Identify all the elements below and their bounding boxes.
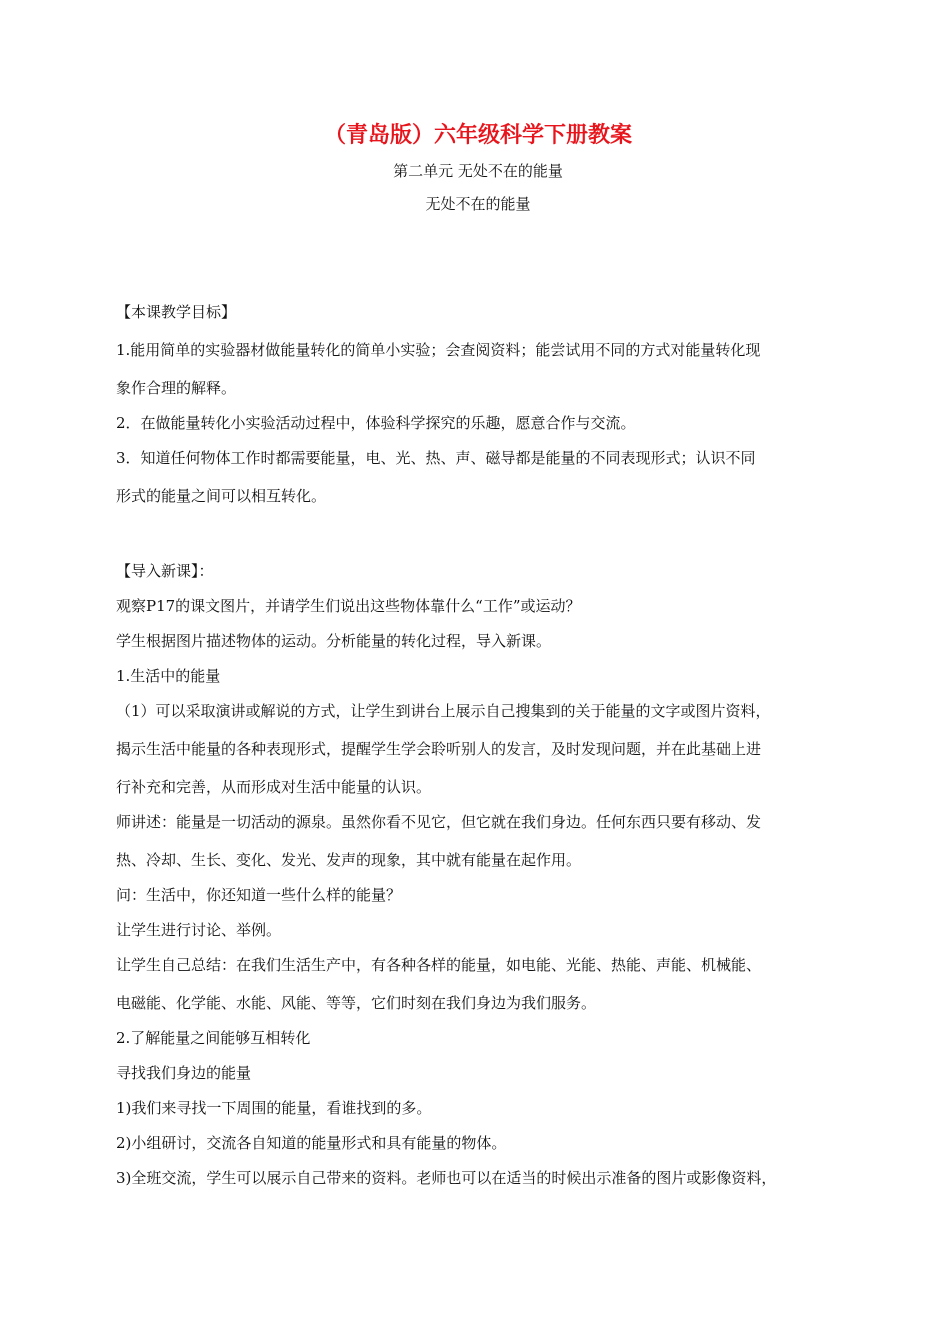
lesson-title: 无处不在的能量 <box>425 195 531 213</box>
document-body <box>116 301 840 1189</box>
unit-title: 第二单元 无处不在的能量 <box>393 162 563 180</box>
intro-line: 1)我们来寻找一下周围的能量，看谁找到的多。 <box>116 1099 432 1117</box>
intro-line: 行补充和完善，从而形成对生活中能量的认识。 <box>116 778 432 796</box>
objective-line: 3．知道任何物体工作时都需要能量，电、光、热、声、磁导都是能量的不同表现形式；认识不同 <box>116 449 756 467</box>
document-title: （青岛版）六年级科学下册教案 <box>323 123 632 148</box>
objective-line: 象作合理的解释。 <box>116 379 237 397</box>
intro-line: 寻找我们身边的能量 <box>116 1064 252 1082</box>
intro-line: 问：生活中，你还知道一些什么样的能量？ <box>116 886 402 904</box>
objective-line: 1.能用简单的实验器材做能量转化的简单小实验；会查阅资料；能尝试用不同的方式对能量转化现 <box>116 341 761 359</box>
objective-line: 2．在做能量转化小实验活动过程中，体验科学探究的乐趣，愿意合作与交流。 <box>116 414 636 432</box>
intro-line: 师讲述：能量是一切活动的源泉。虽然你看不见它，但它就在我们身边。任何东西只要有移动、发 <box>116 813 762 831</box>
intro-line: （1）可以采取演讲或解说的方式，让学生到讲台上展示自己搜集到的关于能量的文字或图片资料， <box>116 702 771 720</box>
intro-line: 学生根据图片描述物体的运动。分析能量的转化过程，导入新课。 <box>116 632 552 650</box>
intro-line: 观察P17的课文图片，并请学生们说出这些物体靠什么“工作”或运动？ <box>116 597 581 615</box>
intro-line: 揭示生活中能量的各种表现形式，提醒学生学会聆听别人的发言，及时发现问题，并在此基础上进 <box>116 740 762 758</box>
intro-line: 电磁能、化学能、水能、风能、等等，它们时刻在我们身边为我们服务。 <box>116 994 597 1012</box>
intro-heading: 【导入新课】： <box>116 562 214 580</box>
intro-line: 2)小组研讨，交流各自知道的能量形式和具有能量的物体。 <box>116 1134 507 1152</box>
intro-line: 3)全班交流，学生可以展示自己带来的资料。老师也可以在适当的时候出示准备的图片或影像资料， <box>116 1169 777 1187</box>
intro-line: 让学生进行讨论、举例。 <box>116 921 282 939</box>
objective-line: 形式的能量之间可以相互转化。 <box>116 487 327 505</box>
objectives-heading: 【本课教学目标】 <box>116 303 237 321</box>
intro-line: 热、冷却、生长、变化、发光、发声的现象，其中就有能量在起作用。 <box>116 851 582 869</box>
section-heading-2: 2.了解能量之间能够互相转化 <box>116 1029 311 1047</box>
intro-line: 让学生自己总结：在我们生活生产中，有各种各样的能量，如电能、光能、热能、声能、机械能、 <box>116 956 762 974</box>
section-heading-1: 1.生活中的能量 <box>116 667 221 685</box>
